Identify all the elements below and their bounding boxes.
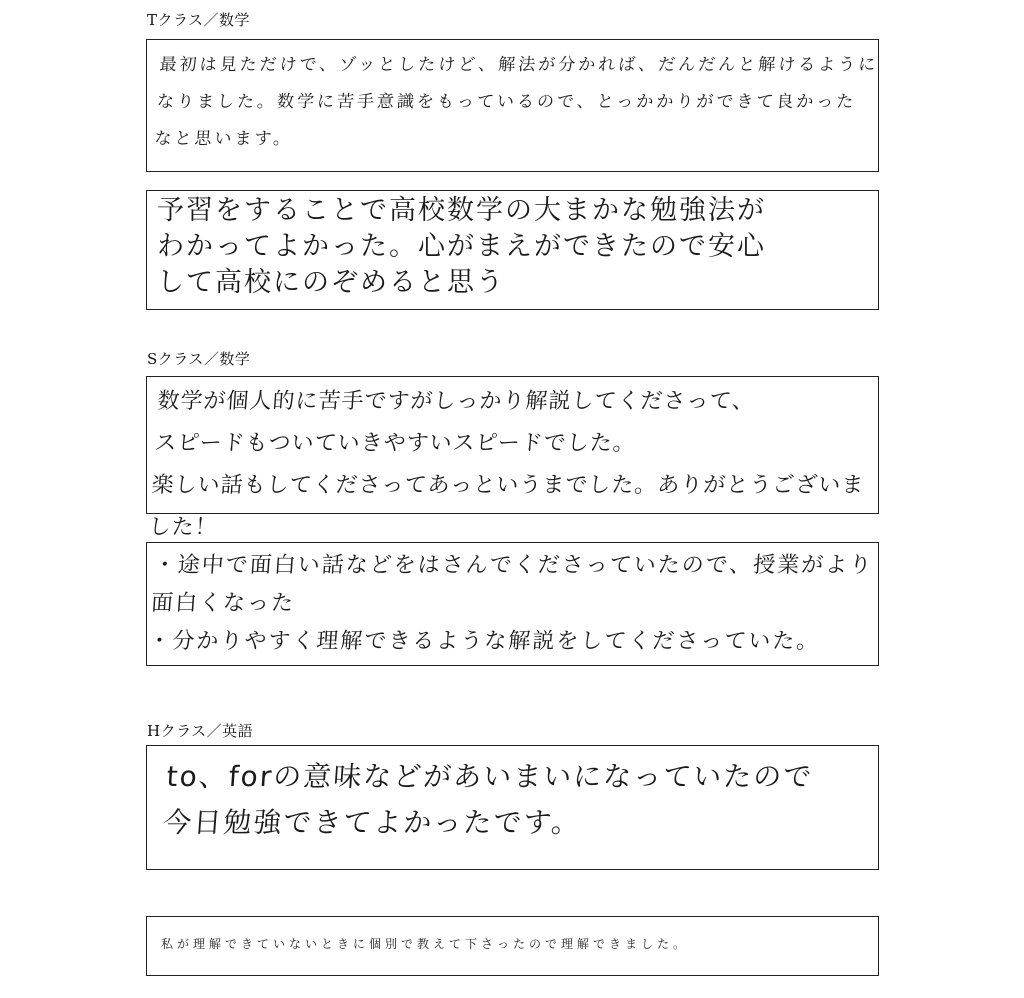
comment-box (146, 376, 879, 540)
section-heading-t-math: Tクラス／数学 (147, 11, 251, 29)
handwritten-comment: 予習をすることで高校数学の大まかな勉強法が わかってよかった。心がまえができたので安心 して高校にのぞめると思う (157, 195, 766, 298)
comment-box (146, 916, 879, 976)
comment-box (146, 542, 879, 666)
section-heading-s-math: Sクラス／数学 (147, 350, 251, 368)
handwritten-comment: to、forの意味などがあいまいになっていたので 今日勉強できてよかったです。 (162, 760, 815, 839)
section-heading-h-english: Hクラス／英語 (147, 722, 254, 740)
comment-box (146, 39, 879, 172)
handwritten-comment: 数学が個人的に苦手ですがしっかり解説してくださって、 スピードもついていきやすいスピードでした。 楽しい話もしてくださってあっというまでした。ありがとうございました！ (147, 389, 866, 540)
handwritten-comment: 最初は見ただけで、ゾッとしたけど、解法が分かれば、だんだんと解けるように なりました。数学に苦手意識をもっているので、とっかかりができて良かった なと思います。 (153, 55, 879, 149)
handwritten-comment: 私が理解できていないときに個別で教えて下さったので理解できました。 (161, 937, 690, 951)
comment-box (146, 190, 879, 310)
handwritten-comment: ・途中で面白い話などをはさんでくださっていたので、授業がより 面白くなった ・分かりやすく理解できるような解説をしてくださっていた。 (147, 553, 875, 654)
comment-box (146, 745, 879, 870)
